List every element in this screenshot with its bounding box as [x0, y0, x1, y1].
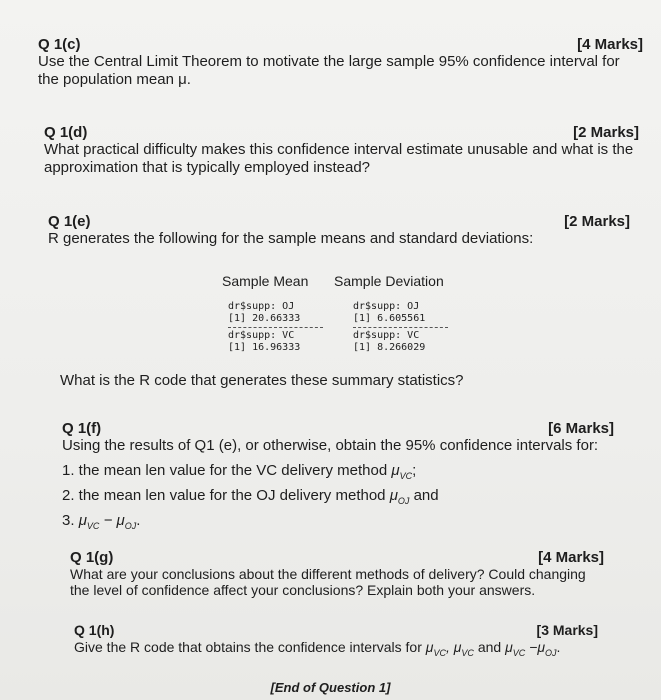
interval-list — [62, 461, 614, 536]
question-text: What is the R code that generates these summary statistics? — [60, 372, 464, 389]
marks-label: [6 Marks] — [548, 420, 614, 437]
r-output-line: [1] 16.96333 — [228, 342, 301, 353]
marks-label: [4 Marks] — [577, 36, 643, 53]
r-output-line: [1] 6.605561 — [353, 313, 426, 324]
list-item: 1. the mean len value for the VC delivery method $\mu_{VC}$; — [62, 462, 417, 481]
question-label: Q 1(c) — [38, 36, 81, 53]
question-label: Q 1(f) — [62, 420, 102, 437]
divider — [353, 327, 448, 328]
end-of-question-label: [End of Question 1] — [270, 680, 391, 695]
question-text: What are your conclusions about the different methods of delivery? Could changing the level of confidence affect your conclusions? Explain both your answers. — [70, 566, 586, 598]
marks-label: [3 Marks] — [536, 622, 598, 638]
question-1f — [62, 420, 614, 536]
question-text: Give the R code that obtains the confidence intervals for $\mu_{VC}$, $\mu_{VC}$ and $\mu_{VC} -\mu_{OJ}$. — [74, 639, 561, 658]
marks-label: [4 Marks] — [538, 549, 604, 566]
mu-vc-symbol: $\mu_{VC}$, $\mu_{VC}$ — [425, 639, 474, 658]
question-text: Use the Central Limit Theorem to motivate the large sample 95% confidence interval for the population mean μ. — [38, 53, 620, 88]
mu-vc-symbol: $\mu_{VC}$ — [391, 462, 413, 481]
r-output-line: dr$supp: VC — [353, 330, 420, 341]
mu-oj-symbol: $\mu_{OJ}$ — [389, 487, 410, 506]
column-header-deviation: Sample Deviation — [334, 273, 444, 289]
marks-label: [2 Marks] — [573, 124, 639, 141]
question-text: Using the results of Q1 (e), or otherwise, obtain the 95% confidence intervals for: — [62, 437, 599, 454]
r-output-line: [1] 20.66333 — [228, 313, 301, 324]
question-1d — [44, 124, 639, 177]
mean-oj-block — [228, 301, 353, 354]
list-item: 2. the mean len value for the OJ delivery method $\mu_{OJ}$ and — [62, 487, 439, 506]
question-1e — [48, 213, 630, 248]
question-label: Q 1(h) — [74, 622, 115, 638]
mu-difference-symbol: $\mu_{VC} - \mu_{OJ}$ — [78, 512, 137, 531]
r-output-line: dr$supp: OJ — [228, 301, 295, 312]
question-label: Q 1(e) — [48, 213, 91, 230]
column-header-mean: Sample Mean — [222, 273, 309, 289]
r-output-table — [222, 273, 482, 354]
question-text: R generates the following for the sample means and standard deviations: — [48, 230, 534, 247]
deviation-block — [353, 301, 478, 354]
mu-difference-symbol: $\mu_{VC} -\mu_{OJ}$ — [505, 639, 557, 658]
list-item: 3. $\mu_{VC} - \mu_{OJ}$. — [62, 512, 141, 531]
divider — [228, 327, 323, 328]
r-output-line: [1] 8.266029 — [353, 342, 426, 353]
question-1c — [38, 36, 643, 89]
question-text: What practical difficulty makes this confidence interval estimate unusable and what is the approximation that is typically employed instead? — [44, 141, 634, 176]
r-output-line: dr$supp: OJ — [353, 301, 420, 312]
question-label: Q 1(d) — [44, 124, 88, 141]
marks-label: [2 Marks] — [564, 213, 630, 230]
question-1h — [74, 622, 598, 662]
question-1g — [70, 549, 604, 598]
question-label: Q 1(g) — [70, 549, 114, 566]
r-output-line: dr$supp: VC — [228, 330, 295, 341]
